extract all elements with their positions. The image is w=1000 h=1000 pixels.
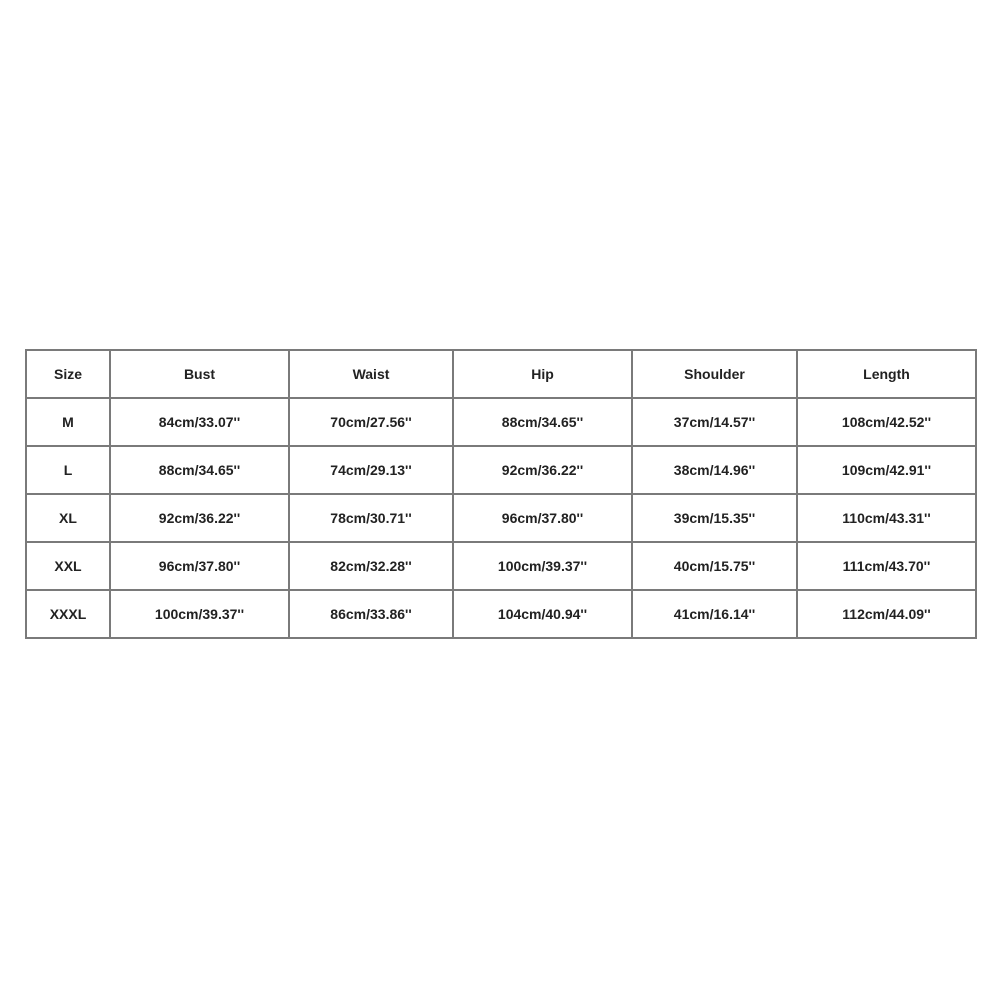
size-cell: XL xyxy=(26,494,110,542)
header-row xyxy=(26,350,976,398)
header-shoulder: Shoulder xyxy=(632,350,797,398)
shoulder-cell: 38cm/14.96'' xyxy=(632,446,797,494)
length-cell: 109cm/42.91'' xyxy=(797,446,976,494)
shoulder-cell: 39cm/15.35'' xyxy=(632,494,797,542)
bust-cell: 92cm/36.22'' xyxy=(110,494,289,542)
hip-cell: 96cm/37.80'' xyxy=(453,494,632,542)
waist-cell: 70cm/27.56'' xyxy=(289,398,453,446)
shoulder-cell: 41cm/16.14'' xyxy=(632,590,797,638)
table-row xyxy=(26,398,976,446)
length-cell: 112cm/44.09'' xyxy=(797,590,976,638)
hip-cell: 88cm/34.65'' xyxy=(453,398,632,446)
table-row xyxy=(26,590,976,638)
bust-cell: 84cm/33.07'' xyxy=(110,398,289,446)
length-cell: 108cm/42.52'' xyxy=(797,398,976,446)
hip-cell: 100cm/39.37'' xyxy=(453,542,632,590)
hip-cell: 104cm/40.94'' xyxy=(453,590,632,638)
shoulder-cell: 37cm/14.57'' xyxy=(632,398,797,446)
header-waist: Waist xyxy=(289,350,453,398)
hip-cell: 92cm/36.22'' xyxy=(453,446,632,494)
size-chart-table xyxy=(25,349,977,639)
waist-cell: 86cm/33.86'' xyxy=(289,590,453,638)
header-hip: Hip xyxy=(453,350,632,398)
header-bust: Bust xyxy=(110,350,289,398)
bust-cell: 88cm/34.65'' xyxy=(110,446,289,494)
table-row xyxy=(26,446,976,494)
size-cell: L xyxy=(26,446,110,494)
waist-cell: 74cm/29.13'' xyxy=(289,446,453,494)
table-row xyxy=(26,494,976,542)
size-cell: M xyxy=(26,398,110,446)
size-cell: XXXL xyxy=(26,590,110,638)
length-cell: 111cm/43.70'' xyxy=(797,542,976,590)
table-row xyxy=(26,542,976,590)
table-body xyxy=(26,398,976,638)
bust-cell: 96cm/37.80'' xyxy=(110,542,289,590)
length-cell: 110cm/43.31'' xyxy=(797,494,976,542)
bust-cell: 100cm/39.37'' xyxy=(110,590,289,638)
size-cell: XXL xyxy=(26,542,110,590)
table-header xyxy=(26,350,976,398)
waist-cell: 82cm/32.28'' xyxy=(289,542,453,590)
waist-cell: 78cm/30.71'' xyxy=(289,494,453,542)
header-length: Length xyxy=(797,350,976,398)
shoulder-cell: 40cm/15.75'' xyxy=(632,542,797,590)
header-size: Size xyxy=(26,350,110,398)
